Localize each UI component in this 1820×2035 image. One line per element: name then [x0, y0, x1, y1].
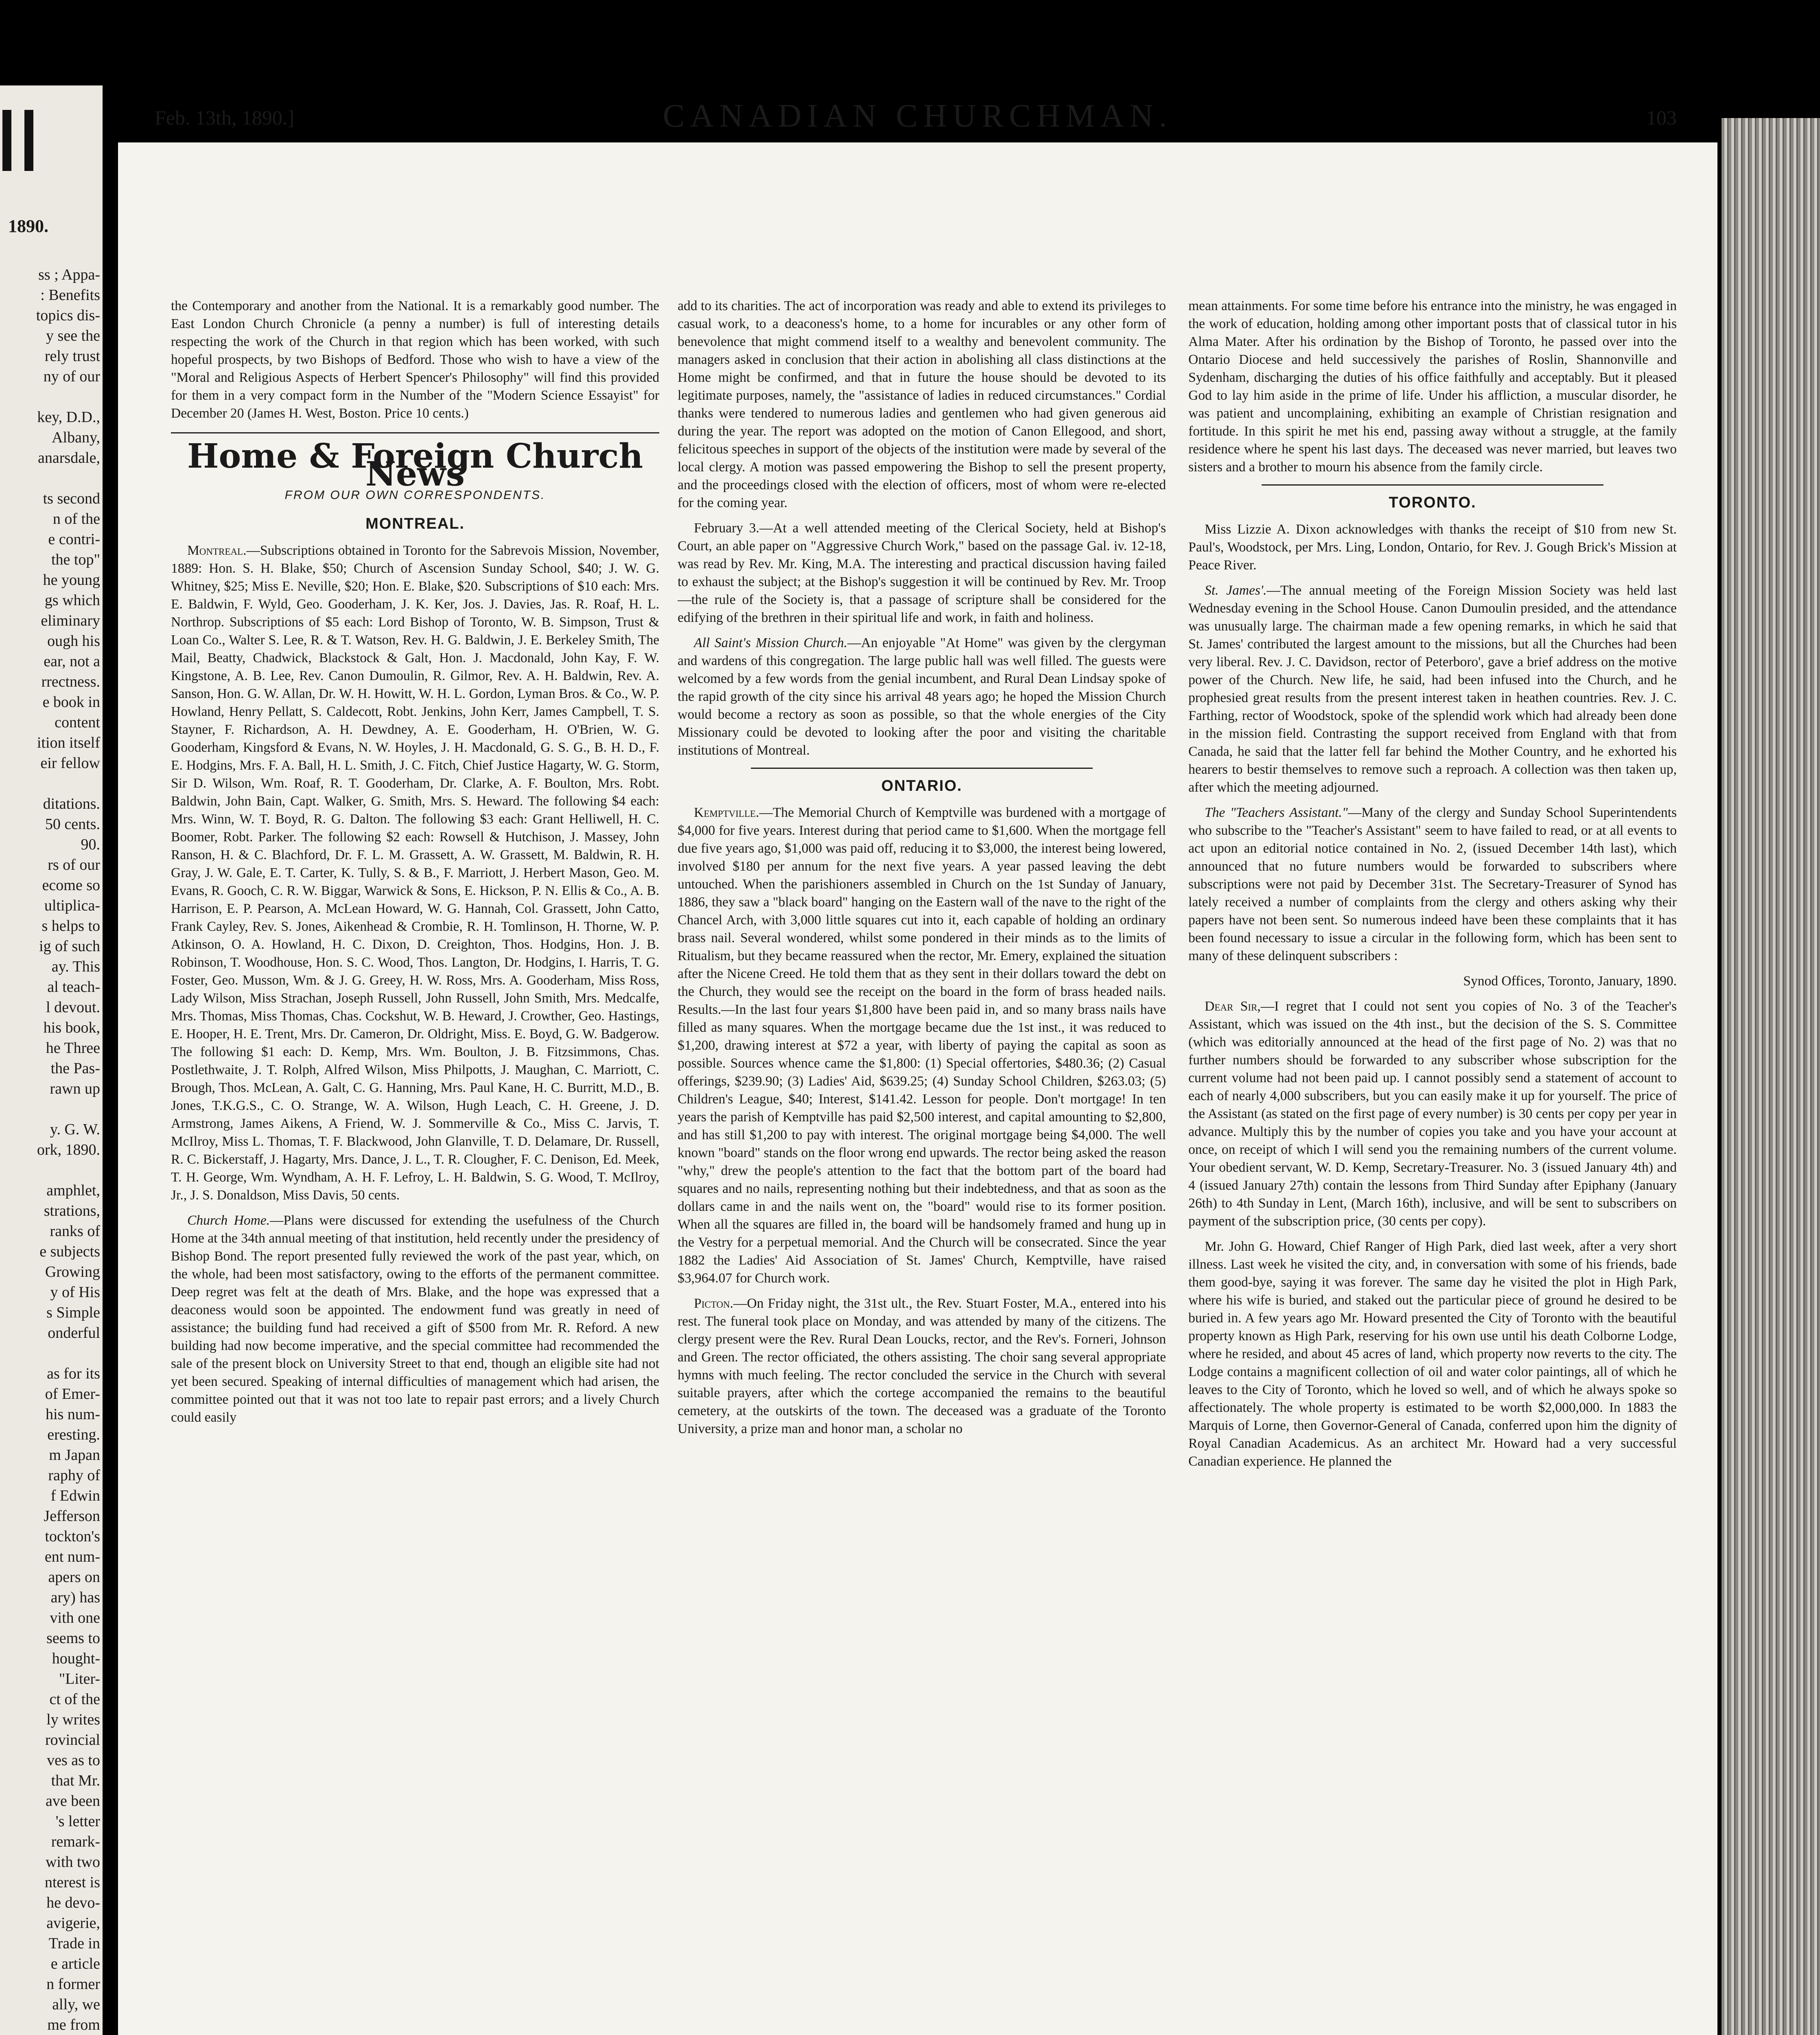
adjacent-page-line: ear, not a — [44, 653, 100, 670]
article-text — [678, 634, 1166, 759]
adjacent-page-line: ly writes — [46, 1711, 100, 1728]
adjacent-page-line: ts second — [43, 490, 100, 507]
adjacent-page-line: topics dis- — [36, 307, 100, 324]
adjacent-page-line: s helps to — [42, 917, 100, 934]
column-1 — [171, 297, 659, 1434]
adjacent-page-line: ny of our — [43, 368, 100, 385]
adjacent-page-line: rs of our — [48, 856, 100, 873]
binding-mark — [24, 110, 33, 171]
adjacent-page-line: content — [55, 714, 100, 731]
article-body: —Many of the clergy and Sunday School Superintendents who subscribe to the "Teacher's Assistant" seem to have failed to read, or at all events to act upon an editorial notice contained in No. 2, (issued December 14th last), which announced that no future numbers would be forwarded to subscribers where subscriptions were not paid by December 31st. The Secretary-Treasurer of Synod has lately received a number of complaints from the clergy and others asking why their papers have not been sent. So numerous indeed have been these complaints that it has been found necessary to issue a circular in the following form, which has been sent to many of these delinquent subscribers : — [1188, 805, 1677, 963]
article-text: add to its charities. The act of incorporation was ready and able to extend its privileges to casual work, to a deaconess's home, to a home for incurables or any other form of benevolence that might commend itself to a wealthy and benevolent community. The managers asked in conclusion that their action in abolishing all class distinctions at the Home might be confirmed, and that in future the house should be devoted to its legitimate purposes, namely, the "assistance of ladies in reduced circumstances." Cordial thanks were tendered to numerous ladies and gentlemen who had given generous aid during the year. The report was adopted on the motion of Canon Ellegood, and short, felicitous speeches in support of the objects of the institution were made by several of the local clergy. A motion was passed empowering the Bishop to sell the present property, and the proceedings closed with the election of officers, most of whom were re-elected for the coming year. — [678, 298, 1166, 510]
adjacent-page-strip — [0, 85, 103, 2035]
section-heading-ontario: ONTARIO. — [881, 777, 962, 794]
letter-dateline: Synod Offices, Toronto, January, 1890. — [1463, 974, 1677, 989]
adjacent-page-line: e contri- — [48, 531, 100, 548]
issue-date: Feb. 13th, 1890.] — [155, 106, 295, 129]
section-heading-montreal: MONTREAL. — [365, 515, 465, 532]
adjacent-page-line: Jefferson — [44, 1508, 100, 1525]
article-lead: All Saint's Mission Church. — [694, 635, 848, 650]
adjacent-page-line: gs which — [44, 592, 100, 609]
adjacent-page-line: ary) has — [50, 1589, 100, 1606]
adjacent-page-line: strations, — [44, 1202, 100, 1219]
page-number: 103 — [1646, 106, 1677, 129]
adjacent-page-line: Trade in — [48, 1935, 100, 1952]
adjacent-page-line: rawn up — [50, 1080, 100, 1097]
article-body: —The Memorial Church of Kemptville was burdened with a mortgage of $4,000 for five years. Interest during that period came to $1,600. When the mortgage fell due five years ago, $1,000 was paid off, reducing it to $3,000, the interest being lowered, involved $180 per annum for the next five years. A year passed leaving the debt untouched. When the parishioners assembled in Church on the 1st Sunday of January, 1886, they saw a "black board" hanging on the Eastern wall of the nave to the right of the Chancel Arch, with 3,000 little squares cut into it, each capable of holding an ordinary brass nail. Several wondered, whilst some pondered in their minds as to the limits of Ritualism, but they became reassured when the rector, Mr. Emery, explained the situation after the Nicene Creed. He told them that as they sent in their dollars toward the debt on the Church, they would see the receipt on the board in the form of brass headed nails. Results.—In the last four years $1,800 have been paid in, and so many brass nails have filled as many squares. When the mortgage became due the 1st inst., it was reduced to $1,200, drawing interest at $72 a year, with liberty of paying the capital as soon as possible. Sources whence came the $1,800: (1) Special offertories, $480.36; (2) Casual offerings, $239.90; (3) Ladies' Aid, $639.25; (4) Sunday School Children, $263.03; (5) Children's League, $40; Interest, $141.42. Lesson for people. Don't mortgage! In ten years the parish of Kemptville has paid $2,500 interest, and capital amounting to $2,800, and has still $1,200 to pay with interest. The original mortgage being $4,000. The well known "board" stands on the floor wrong end upwards. The rector being asked the reason "why," drew the people's attention to the fact that the bottom part of the board had squares and no nails, representing nothing but their indebtedness, and that as soon as the dollars came in and the nails went on, the "board" would rise to its former position. When all the squares are filled in, the board will be handsomely framed and hung up in the Vestry for a perpetual memorial. And the Church will be consecrated. Since the year 1882 the Ladies' Aid Association of St. James' Church, Kemptville, have raised $3,964.07 for Church work. — [678, 805, 1166, 1286]
book-page-edges — [1722, 118, 1820, 2035]
adjacent-page-line: ves as to — [47, 1752, 100, 1769]
adjacent-page-line: apers on — [48, 1569, 100, 1586]
section-masthead: Home & Foreign Church News — [187, 437, 643, 494]
adjacent-page-line: nterest is — [44, 1874, 100, 1891]
adjacent-page-line: with two — [45, 1853, 100, 1871]
column-3 — [1188, 297, 1677, 1478]
adjacent-page-line: ave been — [46, 1792, 100, 1810]
article-lead: Church Home. — [187, 1213, 270, 1228]
adjacent-page-line: ally, we — [52, 1996, 100, 2013]
publication-title: CANADIAN CHURCHMAN. — [663, 98, 1173, 134]
adjacent-page-line: ition itself — [37, 734, 100, 751]
article-body: —The annual meeting of the Foreign Mission Society was held last Wednesday evening in the School House. Canon Dumoulin presided, and the attendance was unusually large. The chairman made a few opening remarks, in which he said that St. James' contributed the largest amount to the missions, but all the Churches had been very liberal. Rev. J. C. Davidson, rector of Peterboro', gave a brief address on the motive power of the Church. New life, he said, had been infused into the Church, and he prophesied great results from the present interest taken in heathen countries. Rev. J. C. Farthing, rector of Woodstock, spoke of the splendid work which had already been done in the mission field. Contrasting the support received from England with that from Canada, he said that the latter fell far behind the Mother Country, and he exhorted his hearers to bestir themselves to remove such a reproach. A collection was then taken up, after which the meeting adjourned. — [1188, 583, 1677, 795]
adjacent-page-line: Growing — [45, 1263, 100, 1280]
divider — [1262, 484, 1603, 486]
adjacent-page-line: ranks of — [50, 1223, 100, 1240]
article-text — [1188, 804, 1677, 965]
adjacent-page-line: e subjects — [39, 1243, 100, 1260]
adjacent-page-line: e book in — [42, 694, 100, 711]
article-text — [171, 542, 659, 1204]
adjacent-page-line: he Three — [46, 1039, 100, 1057]
article-lead: The "Teachers Assistant." — [1205, 805, 1348, 820]
adjacent-page-line: eresting. — [47, 1426, 100, 1443]
adjacent-page-year: 1890. — [8, 216, 48, 236]
adjacent-page-line: n former — [46, 1976, 100, 1993]
adjacent-page-line: s Simple — [46, 1304, 100, 1321]
article-text — [1188, 998, 1677, 1230]
adjacent-page-line: Albany, — [52, 429, 100, 446]
adjacent-page-line: e article — [50, 1955, 100, 1972]
article-lead: Kemptville. — [694, 805, 759, 820]
adjacent-page-line: amphlet, — [46, 1182, 100, 1199]
adjacent-page-line: eir fellow — [40, 755, 100, 772]
article-body: —Subscriptions obtained in Toronto for the Sabrevois Mission, November, 1889: Hon. S. H. Blake, $50; Church of Ascension Sunday School, $40; J. W. G. Whitney, $25; Miss E. Neville, $20; Hon. E. Blake, $20. Subscriptions of $10 each: Mrs. E. Baldwin, F. Wyld, Geo. Gooderham, J. K. Ker, Jos. J. Davies, Jas. R. Roaf, H. L. Northrop. Subscriptions of $5 each: Lord Bishop of Toronto, W. B. Simpson, Trust & Loan Co., Walter S. Lee, R. & T. Watson, Rev. H. G. Baldwin, J. E. Berkeley Smith, The Mail, Beatty, Chadwick, Blackstock & Galt, Hon. J. Macdonald, John Kay, F. W. Kingstone, A. B. Lee, Rev. Canon Dumoulin, R. Gilmor, Rev. A. H. Baldwin, Rev. A. Sanson, Hon. G. W. Allan, Dr. W. H. Howitt, W. H. L. Gordon, Lyman Bros. & Co., W. P. Howland, Henry Pellatt, S. Caldecott, Robt. Jenkins, John Kerr, James Campbell, T. S. Stayner, F. Richardson, A. H. Dewdney, A. E. Gooderham, H. O'Brien, W. G. Gooderham, Kingsford & Evans, N. W. Hoyles, J. H. Macdonald, G. S. G., B. H. D., F. E. Hodgins, Mrs. F. A. Ball, H. L. Smith, J. C. Fitch, Chief Justice Hagarty, W. G. Storm, Sir D. Wilson, Wm. Roaf, R. T. Gooderham, Dr. Clarke, A. F. Boulton, Mrs. Robt. Baldwin, John Bain, Capt. Walker, G. Smith, Mrs. S. Heward. The following $4 each: Mrs. Winn, W. T. Boyd, R. G. Dalton. The following $3 each: Grant Helliwell, H. C. Boomer, Robt. Parker. The following $2 each: Rowsell & Hutchison, J. Massey, John Ranson, H. & C. Blachford, Dr. F. L. M. Grassett, A. W. Grassett, M. Baldwin, R. H. Gray, J. W. Gale, E. T. Carter, K. Tully, S. & B., F. Marriott, J. Herbert Mason, Geo. M. Evans, R. Gooch, C. R. W. Biggar, Warwick & Sons, E. Hickson, P. N. Ellis & Co., A. B. Harrison, E. P. Pearson, A. McLean Howard, W. G. Hannah, Col. Grassett, John Catto, Frank Cayley, Rev. S. Jones, Aikenhead & Crombie, R. H. Tomlinson, H. Thorne, W. P. Atkinson, O. A. Howland, H. C. Dixon, D. Creighton, Thos. Hodgins, Hon. J. B. Robinson, T. Woodhouse, Hon. S. C. Wood, Thos. Langton, Dr. Hodgins, I. Harris, T. G. Foster, Geo. Musson, Wm. & J. G. Greey, H. W. Ross, Mrs. A. Gooderham, Miss Ross, Lady Wilson, Miss Strachan, Joseph Russell, John Russell, John Smith, Mrs. Medcalfe, Mrs. Thomas, Miss Thomas, Chas. Cockshut, W. B. Heward, J. Crowther, Geo. Hastings, E. Hooper, H. E. Trent, Mrs. Dr. Cameron, Dr. Oldright, Miss. E. Boyd, G. W. Badgerow. The following $1 each: D. Kemp, Mrs. Wm. Boulton, J. B. Fitzsimmons, Chas. Postlethwaite, J. T. Rolph, Alfred Wilson, Miss Philpotts, J. Maughan, C. Marriott, C. Brough, Thos. McLean, A. Galt, C. G. Hanning, Mrs. Paul Kane, H. C. Burritt, M.D., B. Jones, T.K.G.S., C. O. Strange, W. A. Wilson, Hugh Leach, C. H. Greene, J. D. Armstrong, James Aikens, A Friend, W. J. Sommerville & Co., Miss C. Jarvis, T. McIlroy, Miss L. Thomas, T. F. Blackwood, John Glanville, T. D. Delamare, Dr. Russell, R. C. Bickerstaff, J. Hagarty, Mrs. Dance, J. L., T. R. Clougher, F. C. Denison, Ed. Meek, T. H. George, Wm. Wyndham, A. H. F. Lefroy, L. H. Baldwin, S. G. Wood, T. McIlroy, Jr., J. S. Donaldson, Miss Davis, 50 cents. — [171, 543, 659, 1203]
adjacent-page-line: rrectness. — [41, 673, 100, 690]
article-body: —I regret that I could not sent you copies of No. 3 of the Teacher's Assistant, which was issued on the 4th inst., but the decision of the S. S. Committee (which was editorially announced at the head of the first page of No. 2) was that no further numbers should be forwarded to any subscriber whose subscription for the current volume had not been paid up. I cannot possibly send a statement of account to each of nearly 4,000 subscribers, but you can easily make it up for yourself. The price of the Assistant (as stated on the first page of every number) is 30 cents per copy per year in advance. Multiply this by the number of copies you take and you have your account at once, on receipt of which I will send you the remaining numbers of the current volume. Your obedient servant, W. D. Kemp, Secretary-Treasurer. No. 3 (issued January 4th) and 4 (issued January 27th) contain the lessons from Third Sunday after Epiphany (January 26th) to 4th Sunday in Lent, (March 16th), inclusive, and will be sent to subscribers on payment of the subscription price, (30 cents per copy). — [1188, 999, 1677, 1229]
masthead-subtitle: FROM OUR OWN CORRESPONDENTS. — [284, 488, 546, 502]
adjacent-page-line: hought- — [52, 1650, 100, 1667]
adjacent-page-line: ig of such — [39, 938, 100, 955]
adjacent-page-line: ay. This — [51, 958, 100, 975]
adjacent-page-line: vith one — [50, 1609, 100, 1626]
adjacent-page-line: eliminary — [41, 612, 100, 629]
article-text: the Contemporary and another from the National. It is a remarkably good number. The East London Church Chronicle (a penny a number) is full of interesting details respecting the work of the Church in that region which has been worked, with such hopeful prospects, by two Bishops of Bedford. Those who wish to have a view of the "Moral and Religious Aspects of Herbert Spencer's Philosophy" will find this provided for them in a very compact form in the Number of the "Modern Science Essayist" for December 20 (James H. West, Boston. Price 10 cents.) — [171, 298, 659, 421]
adjacent-page-line: ough his — [47, 632, 100, 650]
article-text — [1188, 582, 1677, 796]
article-text — [171, 1212, 659, 1427]
adjacent-page-line: the top" — [51, 551, 100, 568]
article-lead: Montreal. — [187, 543, 247, 558]
article-body: —On Friday night, the 31st ult., the Rev. Stuart Foster, M.A., entered into his rest. The funeral took place on Monday, and was attended by many of the citizens. The clergy present were the Rev. Rural Dean Loucks, rector, and the Rev's. Forneri, Johnson and Green. The rector officiated, the others assisting. The choir sang several appropriate hymns with much feeling. The rector concluded the service in the Church with several suitable prayers, after which the cortege accompanied the remains to the beautiful cemetery, at the outskirts of the town. The deceased was a graduate of the Toronto University, a prize man and honor man, a scholar no — [678, 1296, 1166, 1436]
article-text: February 3.—At a well attended meeting of the Clerical Society, held at Bishop's Court, an able paper on "Aggressive Church Work," based on the passage Gal. iv. 12-18, was read by Rev. Mr. King, M.A. The interesting and practical discussion having failed to exhaust the subject; at the Bishop's suggestion it will be continued by Rev. Mr. Troop—the rule of the Society is, that a passage of scripture shall be considered for the edifying of the brethren in their spiritual life and work, in faith and holiness. — [678, 521, 1166, 625]
article-lead: St. James'. — [1205, 583, 1267, 598]
adjacent-page-line: that Mr. — [51, 1772, 100, 1789]
article-text — [678, 1295, 1166, 1438]
adjacent-page-line: his book, — [43, 1019, 100, 1036]
adjacent-page-line: m Japan — [49, 1446, 100, 1464]
adjacent-page-line: ultiplica- — [44, 897, 100, 914]
adjacent-page-line: y see the — [46, 327, 100, 344]
section-heading-toronto: TORONTO. — [1389, 494, 1477, 511]
adjacent-page-line: 's letter — [55, 1813, 100, 1830]
article-text: Miss Lizzie A. Dixon acknowledges with thanks the receipt of $10 from new St. Paul's, Woodstock, per Mrs. Ling, London, Ontario, for Rev. J. Gough Brick's Mission at Peace River. — [1188, 522, 1677, 573]
article-lead: Picton. — [694, 1296, 733, 1311]
adjacent-page-line: onderful — [48, 1324, 100, 1341]
adjacent-page-line: ss ; Appa- — [38, 266, 100, 283]
article-text: Mr. John G. Howard, Chief Ranger of High Park, died last week, after a very short illness. Last week he visited the city, and, in conversation with some of his friends, bade them good-bye, saying it was forever. The same day he visited the plot in High Park, where his wife is buried, and staked out the particular piece of ground he desired to be buried in. A few years ago Mr. Howard presented the City of Toronto with the beautiful property known as High Park, reserving for his own use until his death Colborne Lodge, where he resided, and about 45 acres of land, which property now reverts to the city. The Lodge contains a magnificent collection of oil and water color paintings, all of which he leaves to the City of Toronto, which he loved so well, and of which he always spoke so affectionately. The whole property is estimated to be worth $2,000,000. In 1883 the Marquis of Lorne, then Governor-General of Canada, conferred upon him the dignity of Royal Canadian Academicus. As an architect Mr. Howard had a very successful Canadian experience. He planned the — [1188, 1239, 1677, 1469]
adjacent-page-line: of Emer- — [45, 1385, 100, 1403]
divider — [171, 432, 659, 433]
article-text — [678, 804, 1166, 1287]
newspaper-page — [118, 98, 1717, 2035]
adjacent-page-line: rovincial — [45, 1731, 100, 1748]
column-2 — [678, 297, 1166, 1445]
adjacent-page-line: 50 cents. — [45, 816, 100, 833]
adjacent-page-line: y of His — [50, 1284, 100, 1301]
adjacent-page-line: avigerie, — [46, 1915, 100, 1932]
adjacent-page-line: ent num- — [44, 1548, 100, 1565]
page-header — [155, 90, 1681, 134]
adjacent-page-line: ditations. — [43, 795, 100, 812]
adjacent-page-line: his num- — [45, 1406, 100, 1423]
adjacent-page-line: raphy of — [48, 1467, 100, 1484]
adjacent-page-line: : Benefits — [40, 287, 100, 304]
adjacent-page-line: me from — [47, 2016, 100, 2033]
adjacent-page-line: n of the — [52, 510, 100, 527]
adjacent-page-line: ecome so — [42, 877, 100, 894]
adjacent-page-line: seems to — [46, 1630, 100, 1647]
adjacent-page-line: as for its — [47, 1365, 100, 1382]
adjacent-page-line: l devout. — [46, 999, 100, 1016]
article-lead: Dear Sir, — [1205, 999, 1261, 1014]
adjacent-page-line: y. G. W. — [50, 1121, 100, 1138]
adjacent-page-line: "Liter- — [59, 1670, 100, 1687]
adjacent-page-line: key, D.D., — [37, 409, 100, 426]
adjacent-page-line: tockton's — [45, 1528, 100, 1545]
article-body: —Plans were discussed for extending the usefulness of the Church Home at the 34th annual meeting of that institution, held recently under the presidency of Bishop Bond. The report presented fully reviewed the work of the past year, which, on the whole, had been most satisfactory, owing to the efforts of the permanent committee. Deep regret was felt at the death of Mrs. Blake, and the hope was expressed that a deaconess would soon be appointed. The endowment fund was greatly in need of assistance; the building fund had received a gift of $500 from Mr. R. Reford. A new building had now become imperative, and the special committee had recommended the sale of the present block on University Street to that end, though an eligible site had not yet been secured. Speaking of internal difficulties of management which had arisen, the committee pointed out that it was not too late to repair past errors; and a lively Church could easily — [171, 1213, 659, 1425]
adjacent-page-line: 90. — [81, 836, 100, 853]
adjacent-page-line: al teach- — [47, 978, 100, 996]
adjacent-page-line: he devo- — [46, 1894, 100, 1911]
adjacent-page-line: the Pas- — [50, 1060, 100, 1077]
adjacent-page-line: rely trust — [44, 348, 100, 365]
article-text: mean attainments. For some time before his entrance into the ministry, he was engaged in the work of education, holding among other important posts that of classical tutor in his Alma Mater. After his ordination by the Bishop of Toronto, he passed over into the Ontario Diocese and held successively the parishes of Roslin, Shannonville and Sydenham, discharging the duties of his office faithfully and acceptably. But it pleased God to lay him aside in the prime of life. Under his affliction, a muscular disorder, he was patient and uncomplaining, exhibiting an example of Christian resignation and fortitude. In this spirit he met his end, passing away without a struggle, at the family residence where he spent his last days. The deceased was never married, but leaves two sisters and a brother to mourn his absence from the family circle. — [1188, 298, 1677, 475]
adjacent-page-line: anarsdale, — [38, 449, 100, 466]
divider — [751, 768, 1093, 769]
binding-mark — [2, 110, 11, 171]
adjacent-page-line: ct of the — [49, 1691, 100, 1708]
adjacent-page-line: f Edwin — [50, 1487, 100, 1504]
article-body: —An enjoyable "At Home" was given by the clergyman and wardens of this congregation. The large public hall was well filled. The guests were welcomed by a few words from the genial incumbent, and Rural Dean Lindsay spoke of the rapid growth of the city since his arrival 48 years ago; he hoped the Mission Church would become a rectory as soon as possible, so that the whole energies of the City Missionary could be devoted to looking after the poor and visiting the charitable institutions of Montreal. — [678, 635, 1166, 758]
adjacent-page-line: ork, 1890. — [37, 1141, 100, 1158]
adjacent-page-line: he young — [43, 571, 100, 589]
adjacent-page-line: remark- — [51, 1833, 100, 1850]
